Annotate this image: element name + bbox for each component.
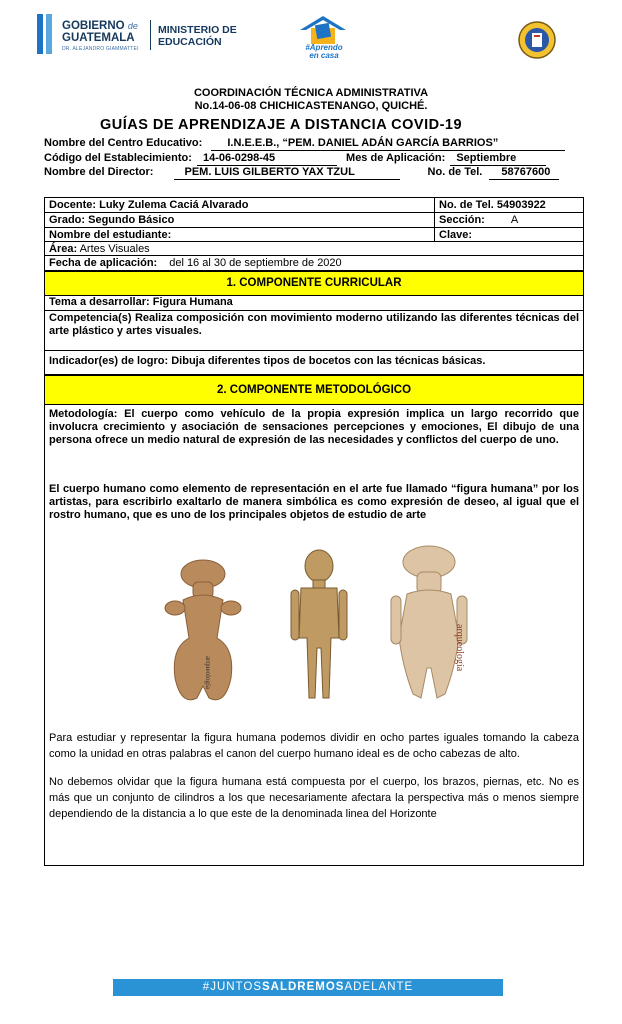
area: Área: Artes Visuales (49, 243, 150, 255)
fecha: Fecha de aplicación: del 16 al 30 de septiembre de 2020 (49, 257, 342, 269)
table-row (45, 256, 583, 271)
school-seal-icon (517, 20, 557, 60)
logo-bar (46, 14, 52, 54)
indicador: Indicador(es) de logro: Dibuja diferentes tipos de bocetos con las técnicas básicas. (45, 351, 583, 375)
seccion: Sección: A (434, 213, 583, 227)
ministerio-text: MINISTERIO DE EDUCACIÓN (158, 24, 237, 48)
guide-table (44, 197, 584, 866)
table-row (45, 198, 583, 213)
watermark: arqueología (454, 624, 465, 672)
competencia: Competencia(s) Realiza composición con movimiento moderno utilizando las diferentes técnicas del arte plástico y artes visuales. (45, 311, 583, 351)
table-row (45, 228, 583, 242)
gobierno-guatemala-logo (37, 12, 247, 58)
gobierno-text: GOBIERNO de GUATEMALA (62, 20, 138, 44)
info-centro: Nombre del Centro Educativo: I.N.E.E.B., “PEM. DANIEL ADÁN GARCÍA BARRIOS” (44, 137, 565, 151)
info-codigo: Código del Establecimiento: 14-06-0298-45 Mes de Aplicación: Septiembre (44, 152, 546, 166)
info-director: Nombre del Director: PEM. LUIS GILBERTO YAX TZUL No. de Tel. 58767600 (44, 166, 559, 180)
header-coordination: COORDINACIÓN TÉCNICA ADMINISTRATIVA No.14-06-08 CHICHICASTENANGO, QUICHÉ. (193, 87, 429, 112)
metodologia-block (45, 405, 583, 865)
watermark: arqueología (204, 656, 212, 690)
president-name: DR. ALEJANDRO GIAMMATTEI (62, 46, 139, 52)
estudiante-label: Nombre del estudiante: (49, 229, 172, 241)
clay-figurines-illustration (45, 538, 583, 728)
footer-hashtag-banner: #JUNTOSSALDREMOSADELANTE (113, 979, 503, 996)
logo-divider (150, 20, 151, 50)
page-title: GUÍAS DE APRENDIZAJE A DISTANCIA COVID-19 (99, 117, 463, 133)
tema: Tema a desarrollar: Figura Humana (45, 296, 583, 311)
clave-label: Clave: (434, 228, 583, 241)
figurines-image (45, 538, 583, 728)
no-debemos-text: No debemos olvidar que la figura humana está compuesta por el cuerpo, los brazos, piernas, etc. No es más que un conjunto de cilindros a los que necesariamente afectara la perspectiva más o menos siempre dependiendo de la distancia a lo que este de la denominada linea del Horizonte (49, 776, 579, 820)
logo-bar (37, 14, 43, 54)
grado: Grado: Segundo Básico (49, 214, 175, 226)
docente: Docente: Luky Zulema Caciá Alvarado (49, 199, 249, 211)
section-header-curricular: 1. COMPONENTE CURRICULAR (45, 271, 583, 296)
docente-tel: No. de Tel. 54903922 (434, 198, 583, 212)
cuerpo-humano-text: El cuerpo humano como elemento de representación en el arte fue llamado “figura humana” por los artistas, para escribirlo exaltarlo de manera simbólica es como expresión de deseo, al igual que el rostro humano, que es uno de los principales objetos de estudio de arte (49, 483, 579, 521)
table-row (45, 242, 583, 256)
section-header-metodologico: 2. COMPONENTE METODOLÓGICO (45, 375, 583, 405)
aprendo-en-casa-logo (298, 14, 348, 60)
aprendo-text: #Aprendo en casa (305, 43, 343, 60)
para-estudiar-text: Para estudiar y representar la figura humana podemos dividir en ocho partes iguales tomando la cabeza como la unidad en otras palabras el canon del cuerpo humano ideal es de ocho cabezas de alto. (49, 732, 579, 760)
house-icon (298, 14, 348, 46)
table-row (45, 213, 583, 228)
metodologia-text: Metodología: El cuerpo como vehículo de la propia expresión implica un largo recorrido que involucra crecimiento y asociación de sensaciones percepciones y emociones, El dibujo de una persona ofrece un medio natural de expresión de las necesidades y conflictos del cuerpo de uno. (49, 408, 579, 446)
